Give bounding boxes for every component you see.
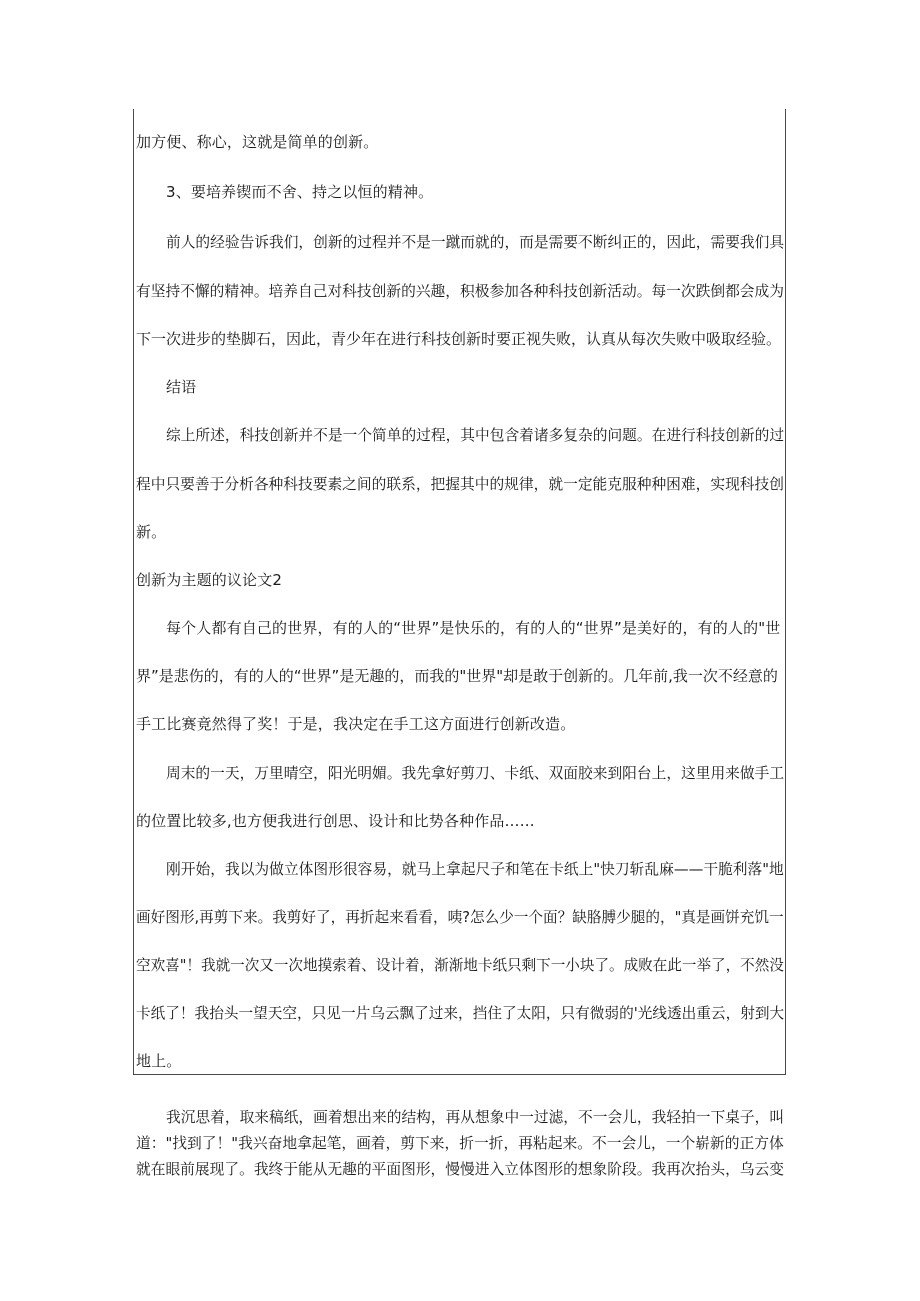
paragraph-line: 刚开始，我以为做立体图形很容易，就马上拿起尺子和笔在卡纸上"快刀斩乱麻——干脆利落"地 <box>166 860 784 878</box>
paragraph-line: 道："找到了！"我兴奋地拿起笔，画着，剪下来，折一折，再粘起来。不一会儿，一个崭新的正方体 <box>136 1134 784 1152</box>
paragraph-line: 的位置比较多,也方便我进行创思、设计和比势各种作品…… <box>136 812 535 830</box>
section-heading: 3、要培养锲而不舍、持之以恒的精神。 <box>166 183 434 201</box>
paragraph-line: 手工比赛竟然得了奖！于是，我决定在手工这方面进行创新改造。 <box>136 715 576 733</box>
paragraph-line: 新。 <box>136 523 167 541</box>
paragraph-line: 界”是悲伤的，有的人的“世界”是无趣的，而我的"世界"却是敢于创新的。几年前,我一次不经意的 <box>136 667 778 685</box>
paragraph-line: 加方便、称心，这就是简单的创新。 <box>136 133 379 151</box>
paragraph-line: 地上。 <box>136 1052 182 1070</box>
essay-title: 创新为主题的议论文2 <box>136 571 283 589</box>
paragraph-line: 下一次进步的垫脚石，因此，青少年在进行科技创新时要正视失败，认真从每次失败中吸取经验。 <box>136 330 782 348</box>
paragraph-line: 画好图形,再剪下来。我剪好了，再折起来看看，咦?怎么少一个面？缺胳膊少腿的，"真是画饼充饥一 <box>136 908 784 926</box>
paragraph-line: 我沉思着，取来稿纸，画着想出来的结构，再从想象中一过滤，不一会儿，我轻拍一下桌子，叫 <box>166 1108 785 1126</box>
paragraph-line: 空欢喜"！我就一次又一次地摸索着、设计着，渐渐地卡纸只剩下一小块了。成败在此一举了，不然没 <box>136 956 784 974</box>
paragraph-line: 每个人都有自己的世界，有的人的“世界”是快乐的，有的人的“世界”是美好的，有的人的"世 <box>166 619 781 637</box>
paragraph-line: 综上所述，科技创新并不是一个简单的过程，其中包含着诸多复杂的问题。在进行科技创新的过 <box>166 426 785 444</box>
paragraph-line: 前人的经验告诉我们，创新的过程并不是一蹴而就的，而是需要不断纠正的，因此，需要我们具 <box>166 233 785 251</box>
paragraph-line: 程中只要善于分析各种科技要素之间的联系，把握其中的规律，就一定能克服种种困难，实现科技创 <box>136 475 785 493</box>
paragraph-line: 就在眼前展现了。我终于能从无趣的平面图形，慢慢进入立体图形的想象阶段。我再次抬头，乌云变 <box>136 1160 785 1178</box>
conclusion-heading: 结语 <box>166 378 197 396</box>
paragraph-line: 周末的一天，万里晴空，阳光明媚。我先拿好剪刀、卡纸、双面胶来到阳台上，这里用来做手工 <box>166 764 785 782</box>
paragraph-line: 有坚持不懈的精神。培养自己对科技创新的兴趣，积极参加各种科技创新活动。每一次跌倒都会成为 <box>136 282 785 300</box>
bordered-text-box <box>133 109 786 1075</box>
paragraph-line: 卡纸了！我抬头一望天空，只见一片乌云飘了过来，挡住了太阳，只有微弱的'光线透出重云，射到大 <box>136 1004 785 1022</box>
